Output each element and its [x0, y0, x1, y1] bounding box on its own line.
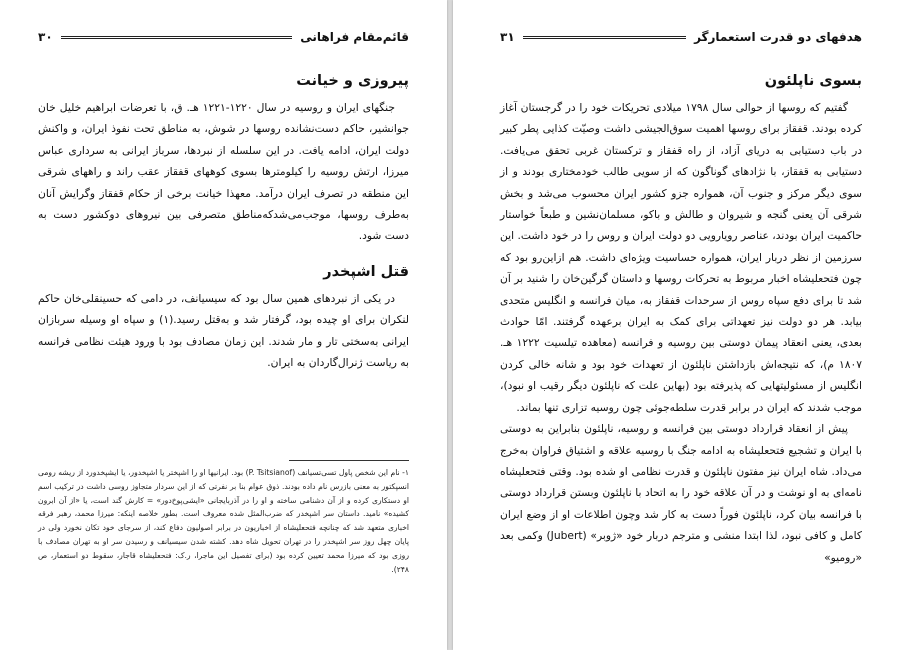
section-heading: قتل اشپخدر [323, 263, 409, 280]
running-head-title: قائم‌مقام فراهانی [300, 30, 409, 44]
paragraph: در یکی از نبردهای همین سال بود که سیسیانف، در دامی که حسینقلی‌خان حاکم لنکران برای او چیده بود، گرفتار شد و به‌قتل رسید.(۱) و سپاه او وسیله سربازان ایرانی به‌سختی تار و مار شدند. این زمان مصادف بود با ورود هیئت نظامی فرانسه به ریاست ژنرال‌گاردان به ایران. [38, 291, 409, 370]
left-page [0, 0, 447, 650]
footnote-divider [289, 460, 409, 461]
running-head-title: هدفهای دو قدرت استعمارگر [694, 30, 862, 44]
paragraph: پیش از انعقاد قرارداد دوستی بین فرانسه و روسیه، ناپلئون بنابراین به دوستی با ایران و تشجیع فتحعلیشاه به ادامه جنگ با روسیه علاقه و اشتیاق فراوان به‌خرج می‌داد. شاه ایران نیز مفتون ناپلئون و قدرت نظامی او شده بود. وقتی فتحعلیشاه نامه‌ای به او نوشت و در آن علاقه خود را به اتحاد با ناپلئون وبستن قرارداد دوستی با فرانسه بیان کرد، ناپلئون فوراً دست به کار شد وچون اطلاعات او از وضع ایران کامل و کافی نبود، لذا ابتدا منشی و مترجم دربار خود «ژوبر» (Jubert) وکمی بعد «رومیو» [500, 422, 862, 564]
page-number: ۳۱ [500, 30, 515, 44]
running-head-rule [523, 36, 686, 39]
running-head [38, 27, 409, 47]
page-body [38, 70, 409, 373]
paragraph: جنگهای ایران و روسیه در سال ۱۲۲۰-۱۲۲۱ هـ. ق، با تعرضات ابراهیم خلیل خان جوانشیر، حاکم دست‌نشانده روسها در شوش، به مناطق تحت نفوذ ایران، و واکنش دولت ایران، ادامه یافت. در این سلسله از نبردها، سرباز ایرانی به سرداری عباس میرزا، ارتش روسیه را کیلومترها بسوی کوههای قفقاز عقب راند و راههای شرقی این منطقه در تصرف ایران درآمد. معهذا خیانت برخی از حکام قفقاز وگرایش آنان به‌طرف روسها، موجب‌می‌شدکه‌مناطق متصرفی بین نیروهای دوکشور دست به دست شود. [38, 101, 409, 243]
footnotes [38, 466, 409, 576]
running-head-rule [61, 36, 293, 39]
section-heading: بسوی ناپلئون [764, 73, 862, 89]
right-page [453, 0, 901, 650]
paragraph: گفتیم که روسها از حوالی سال ۱۷۹۸ میلادی تحریکات خود را در گرجستان آغاز کرده بودند. قفقاز برای روسها اهمیت سوق‌الجیشی داشت وصیّت کذایی پطر کبیر در باب دستیابی به دریای آزاد، از راه قفقاز و ترکستان غربی تحقق می‌یافت. دستیابی به قفقاز، با نژادهای گوناگون که از سویی طالب خودمختاری بودند و از سوی دیگر مرکز و جنوب آن، همواره جزو کشور ایران محسوب می‌شد و بخش شرقی آن یعنی گنجه و شیروان و طالش و باکو، مسلمان‌نشین و طبعاً خواستار حاکمیت ایران بودند، عناصر رویارویی دو دولت ایران و روس را در خود داشت. این سرزمین از نظر دربار ایران، همواره حساسیت ویژه‌ای داشت. هم ازاین‌رو بود که چون فتحعلیشاه اخبار مربوط به تحرکات روسها و داستان گرگین‌خان را شنید بر آن شد تا برای دفع سپاه روس از سرحدات قفقاز به، میان فرانسه و انگلیس متحدی بیابد. هر دو دولت نیز تعهداتی برای کمک به ایران برعهده گرفتند. امّا حوادث بعدی، یعنی انعقاد پیمان دوستی بین روسیه و فرانسه (معاهده تیلسیت ۱۲۲۲ هـ. ۱۸۰۷ م)، که نتیجه‌اش بازداشتن ناپلئون از تعهدات خود بود و شانه خالی کردن انگلیس از مسئولیتهایی که پذیرفته بود (بهاین علت که ناپلئون دیگر رقیب او نبود)، موجب شدند که ایران در برابر قدرت سلطه‌جوئی چون روسیه تزاری تنها بماند. [500, 101, 863, 414]
section-heading: پیروزی و خیانت [296, 73, 409, 89]
page-body [500, 70, 862, 568]
page-number: ۳۰ [38, 30, 53, 44]
footnote: ۱- نام این شخص پاول تسی‌تسیانف (P. Tsitsianof) بود. ایرانیها او را اشپختر یا اشپخدور، یا ایشپخدورد از ریشه رومی انسپکتور به معنی بازرس نام داده بودند. ذوق عوام بنا بر نفرتی که از این سردار متجاوز روسی داشت در ترکیب اسم او دستکاری کرده و از آن دشنامی ساخته و او را در آذربایجانی «ایشی‌پوخ‌دور» = کارش گند است، یا «از آن ابرون کشیده» نامید. داستان سر اشپخدر که ضرب‌المثل شده معروف است. بطور خلاصه اینکه: میرزا محمد، رهبر فرقه اخباری متعهد شد که چنانچه فتحعلیشاه از اخباریون در برابر اصولیون دفاع کند، از سرجای خود تکان نخورد ولی در پایان چهل روز سر اشپخدر را در تهران تحویل شاه دهد. کشته شدن سیسیانف و رسیدن سر او به تهران مصادف با روزی بود که میرزا محمد تعیین کرده بود (برای تفصیل این ماجرا، ر.ک: فتحعلیشاه قاجار، سقوط دو استعمار، ص ۲۴۸). [38, 468, 409, 574]
running-head [500, 27, 862, 47]
